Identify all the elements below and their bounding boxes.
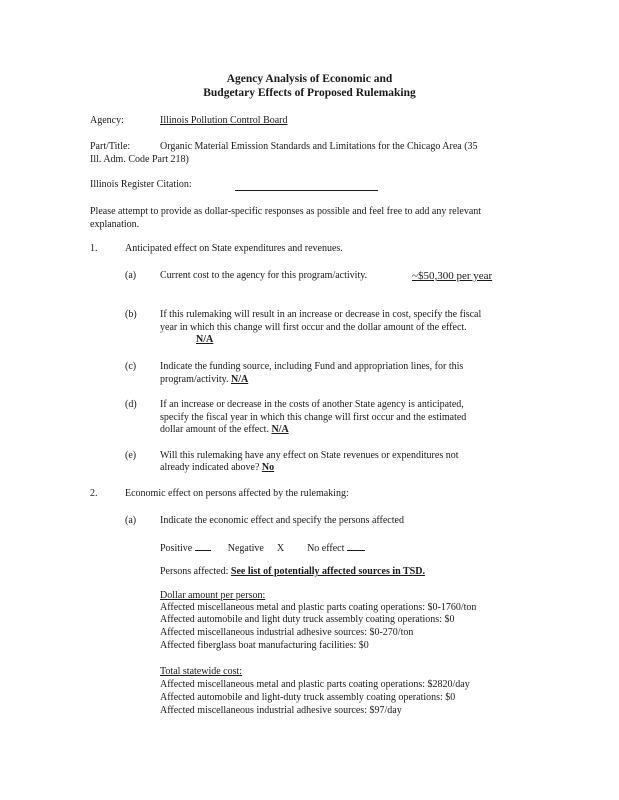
statewide-cost-item: Affected miscellaneous metal and plastic parts coating operations: $2820/day [160, 679, 470, 690]
no-effect-option-blank [347, 540, 365, 551]
no-effect-option-label: No effect [307, 543, 345, 554]
item-1a-value: ~$50,300 per year [412, 270, 493, 282]
item-1e-line1: Will this rulemaking have any effect on State revenues or expenditures not [160, 450, 459, 461]
item-1d-line1: If an increase or decrease in the costs of another State agency is anticipated, [160, 399, 464, 410]
positive-option-label: Positive [160, 543, 193, 554]
dollar-per-person-item: Affected miscellaneous industrial adhesive sources: $0-270/ton [160, 627, 414, 638]
statewide-cost-heading: Total statewide cost: [160, 666, 243, 677]
instructions-line1: Please attempt to provide as dollar-specific responses as possible and feel free to add any relevant [90, 206, 482, 217]
positive-option-blank [195, 540, 211, 551]
document-title-line2: Budgetary Effects of Proposed Rulemaking [203, 87, 416, 99]
dollar-per-person-item: Affected automobile and light duty truck assembly coating operations: $0 [160, 614, 455, 625]
document-title-line1: Agency Analysis of Economic and [226, 73, 393, 85]
section-1-heading: Anticipated effect on State expenditures and revenues. [125, 243, 343, 254]
statewide-cost-item: Affected miscellaneous industrial adhesive sources: $97/day [160, 705, 402, 716]
agency-value: Illinois Pollution Control Board [160, 115, 288, 126]
item-1c-answer: N/A [231, 374, 249, 385]
item-2a-label: (a) [125, 515, 137, 526]
item-1b-label: (b) [125, 309, 137, 320]
item-1c-line1: Indicate the funding source, including Fund and appropriation lines, for this [160, 361, 464, 372]
negative-option-label: Negative [227, 543, 264, 554]
dollar-per-person-item: Affected miscellaneous metal and plastic parts coating operations: $0-1760/ton [160, 602, 477, 613]
part-title-value-line2: Ill. Adm. Code Part 218) [90, 154, 189, 165]
item-1a-label: (a) [125, 270, 137, 281]
agency-label: Agency: [90, 115, 124, 126]
item-1e-answer: No [261, 462, 275, 473]
item-1e-label: (e) [125, 450, 137, 461]
section-2-heading: Economic effect on persons affected by the rulemaking: [125, 488, 349, 499]
item-1b-answer: N/A [196, 334, 214, 345]
item-1c-line2: program/activity. [160, 374, 229, 385]
item-1e-line2-row [160, 462, 274, 474]
register-citation-label: Illinois Register Citation: [90, 179, 192, 190]
dollar-per-person-heading: Dollar amount per person: [160, 590, 266, 601]
item-1d-answer: N/A [271, 424, 289, 435]
section-2-number: 2. [90, 488, 98, 499]
item-1c-label: (c) [125, 361, 137, 372]
persons-affected-row [160, 566, 425, 578]
item-1d-line2: specify the fiscal year in which this change will first occur and the estimated [160, 412, 467, 423]
item-1d-line3-row [160, 424, 289, 436]
section-1-number: 1. [90, 243, 98, 254]
item-1b-line1: If this rulemaking will result in an increase or decrease in cost, specify the fiscal [160, 309, 482, 320]
register-citation-blank [235, 179, 378, 191]
negative-option-mark: X [276, 543, 285, 554]
item-1d-line3: dollar amount of the effect. [160, 424, 269, 435]
item-1a-text: Current cost to the agency for this program/activity. [160, 270, 368, 281]
item-1c-line2-row [160, 374, 248, 386]
item-2a-text: Indicate the economic effect and specify the persons affected [160, 515, 404, 526]
persons-affected-label: Persons affected: [160, 566, 229, 577]
effect-options-row [160, 540, 365, 555]
persons-affected-value: See list of potentially affected sources in TSD. [230, 566, 425, 577]
item-1b-line2: year in which this change will first occur and the dollar amount of the effect. [160, 322, 467, 333]
statewide-cost-item: Affected automobile and light-duty truck assembly coating operations: $0 [160, 692, 456, 703]
instructions-line2: explanation. [90, 219, 140, 230]
item-1d-label: (d) [125, 399, 137, 410]
part-title-label: Part/Title: [90, 141, 131, 152]
dollar-per-person-item: Affected fiberglass boat manufacturing facilities: $0 [160, 640, 369, 651]
part-title-value-line1: Organic Material Emission Standards and Limitations for the Chicago Area (35 [160, 141, 478, 152]
item-1e-line2: already indicated above? [160, 462, 260, 473]
